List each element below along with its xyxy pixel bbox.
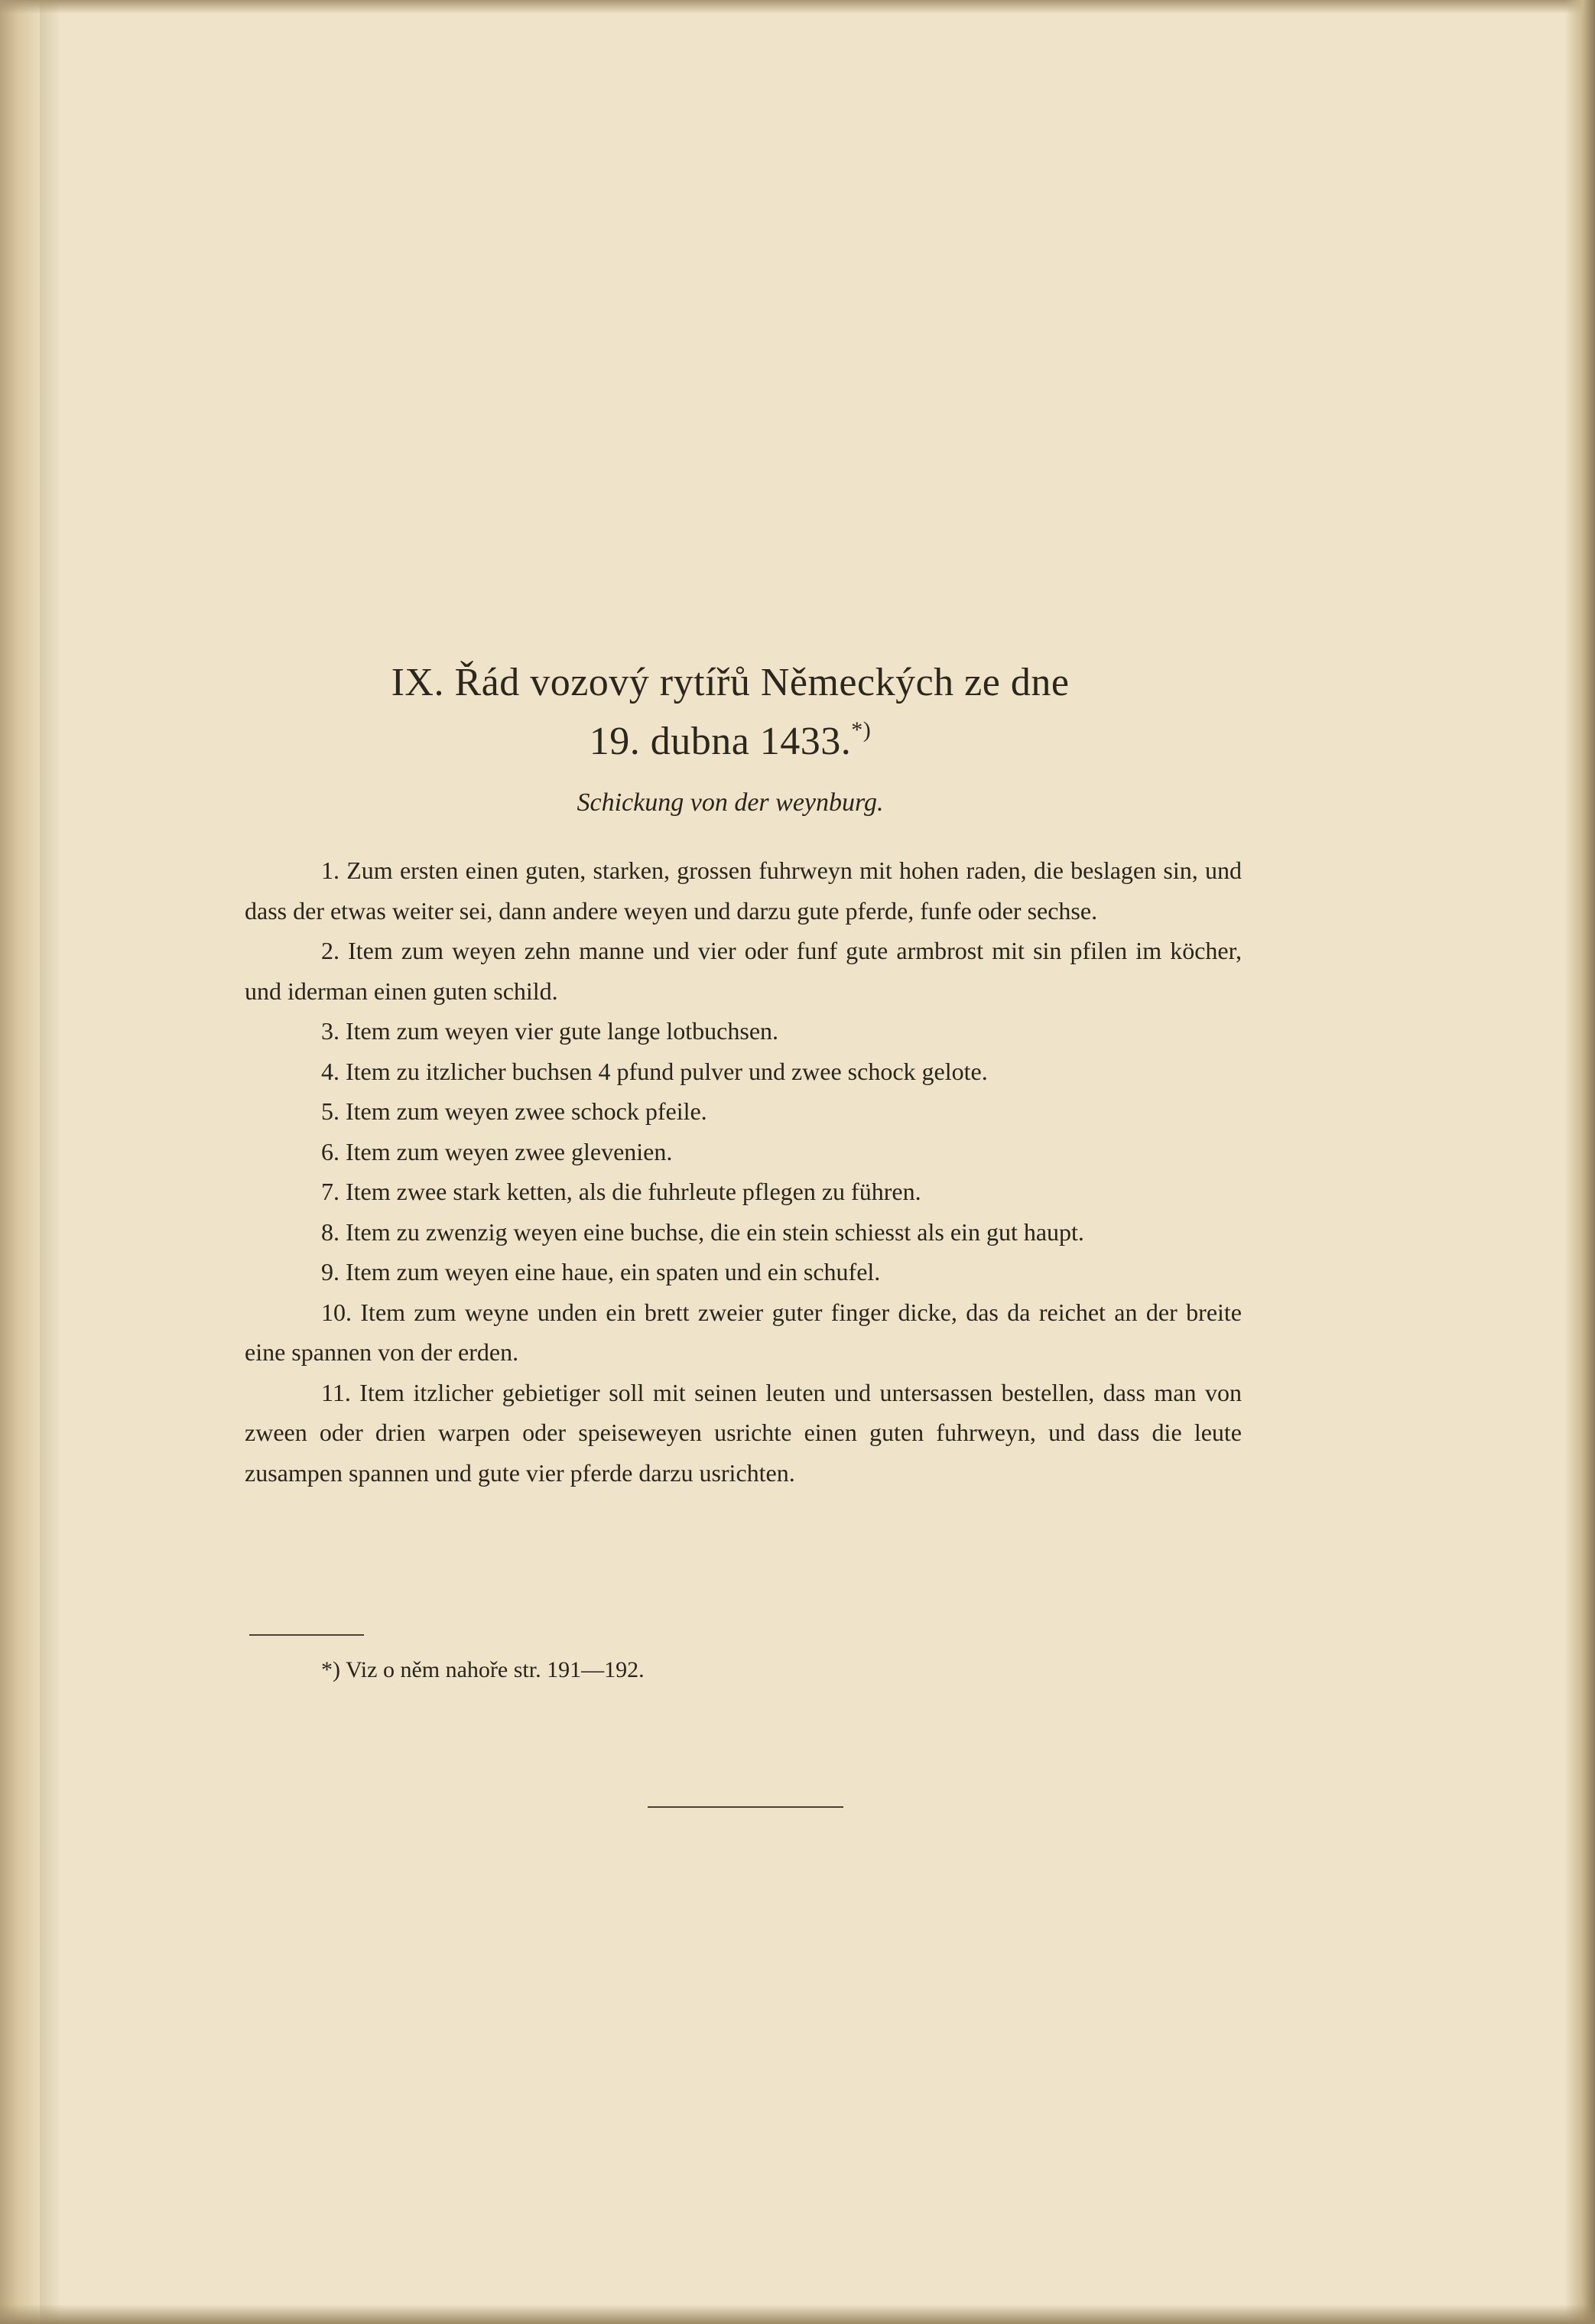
page-right-edge: [1564, 0, 1595, 2324]
ordinance-body: [245, 850, 1242, 1493]
footnote: *) Viz o něm nahoře str. 191—192.: [321, 1657, 645, 1682]
chapter-title-date: 19. dubna 1433.: [589, 720, 852, 763]
ordinance-item-11: 11. Item itzlicher gebietiger soll mit seinen leuten und untersassen bestellen, dass man von zween oder drien warpen oder speiseweyen usrichte einen guten fuhrweyn, und dass die leute zusampen spannen und gute vier pferde darzu usrichten.: [245, 1378, 1242, 1487]
chapter-title-line-1: IX. Řád vozový rytířů Německých ze dne: [391, 661, 1070, 704]
chapter-title: [245, 659, 1216, 765]
section-subtitle: Schickung von der weynburg.: [577, 788, 884, 817]
ordinance-item-7: 7. Item zwee stark ketten, als die fuhrleute pflegen zu führen.: [321, 1178, 921, 1205]
ordinance-item-10: 10. Item zum weyne unden ein brett zweier guter finger dicke, das da reichet an der breite eine spannen von der erden.: [245, 1298, 1242, 1366]
page-fold-shadow: [40, 0, 61, 2324]
ordinance-item-3: 3. Item zum weyen vier gute lange lotbuchsen.: [321, 1017, 779, 1045]
ordinance-item-5: 5. Item zum weyen zwee schock pfeile.: [321, 1097, 707, 1125]
ordinance-item-4: 4. Item zu itzlicher buchsen 4 pfund pulver und zwee schock gelote.: [321, 1057, 988, 1085]
page-top-edge: [0, 0, 1595, 14]
end-of-section-rule: [648, 1806, 843, 1808]
footnote-reference: *): [851, 717, 872, 743]
ordinance-item-8: 8. Item zu zwenzig weyen eine buchse, die ein stein schiesst als ein gut haupt.: [321, 1217, 1084, 1246]
page-spine: [0, 0, 40, 2324]
ordinance-item-2: 2. Item zum weyen zehn manne und vier oder funf gute armbrost mit sin pfilen im köcher, und iderman einen guten schild.: [245, 937, 1242, 1005]
chapter-title-line-2: [245, 707, 1216, 765]
footnote-divider: [249, 1634, 364, 1636]
page-bottom-edge: [0, 2304, 1595, 2324]
ordinance-item-9: 9. Item zum weyen eine haue, ein spaten und ein schufel.: [321, 1258, 881, 1286]
ordinance-item-1: 1. Zum ersten einen guten, starken, grossen fuhrweyn mit hohen raden, die beslagen sin, und dass der etwas weiter sei, dann andere weyen und darzu gute pferde, funfe oder sechse.: [245, 856, 1242, 925]
ordinance-item-6: 6. Item zum weyen zwee glevenien.: [321, 1137, 673, 1165]
